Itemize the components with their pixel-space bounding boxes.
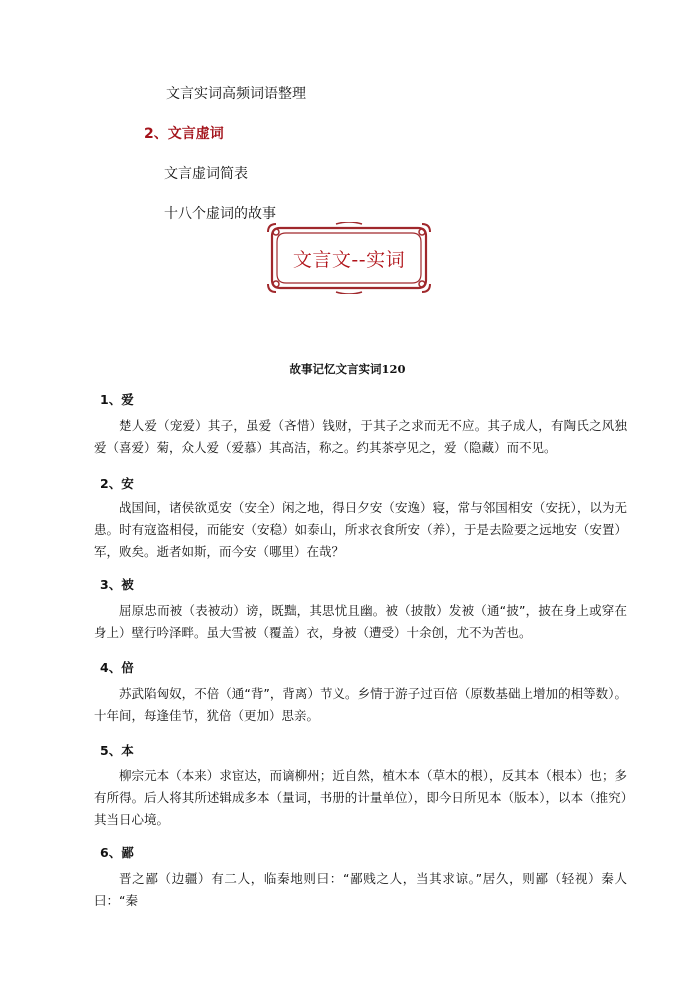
entry-heading-4: 4、倍 (100, 660, 134, 675)
entry-heading-3: 3、被 (100, 577, 134, 592)
toc-item-line3[interactable]: 十八个虚词的故事 (164, 206, 276, 222)
entry-heading-1: 1、爱 (100, 392, 134, 407)
entry-text-1: 楚人爱（宠爱）其子，虽爱（吝惜）钱财，于其子之求而无不应。其子成人，有陶氏之风独爱（喜爱）菊，众人爱（爱慕）其高洁，称之。约其茶亭见之，爱（隐藏）而不见。 (94, 418, 627, 455)
entry-heading-6: 6、鄙 (100, 845, 134, 860)
entry-text-6: 晋之鄙（边疆）有二人，临秦地则曰：“鄙贱之人，当其求谅。”居久，则鄙（轻视）秦人曰：“秦 (94, 871, 627, 908)
banner-title: 文言文--实词 (292, 248, 406, 271)
entry-text-3: 屈原忠而被（表被动）谤，既黜，其思忧且幽。被（披散）发被（通“披”，披在身上或穿在身上）壁行吟泽畔。虽大雪被（覆盖）衣，身被（遭受）十余创，尤不为苦也。 (94, 603, 627, 640)
entry-heading-2: 2、安 (100, 476, 134, 491)
document-title: 故事记忆文言实词120 (289, 362, 406, 376)
entry-text-4: 苏武陷匈奴，不倍（通“背”，背离）节义。乡情于游子过百倍（原数基础上增加的相等数）。十年间，每逢佳节，犹倍（更加）思亲。 (94, 686, 627, 723)
entry-text-5: 柳宗元本（本来）求宦达，而谪柳州；近自然，植木本（草木的根），反其本（根本）也；多有所得。后人将其所述辑成多本（量词，书册的计量单位），即今日所见本（版本），以本（推究）其当日心境。 (94, 768, 627, 827)
section-heading-2: 2、文言虚词 (144, 126, 224, 142)
toc-item-line2[interactable]: 文言虚词简表 (164, 166, 248, 182)
banner (266, 222, 432, 294)
entry-heading-5: 5、本 (100, 743, 134, 758)
entry-text-2: 战国间，诸侯欲觅安（安全）闲之地，得日夕安（安逸）寝，常与邻国相安（安抚），以为无患。时有寇盗相侵，而能安（安稳）如泰山，所求衣食所安（养），于是去险要之远地安（安置）军，败矣。逝者如斯，而今安（哪里）在哉？ (94, 500, 627, 559)
toc-item-line1[interactable]: 文言实词高频词语整理 (166, 86, 306, 102)
